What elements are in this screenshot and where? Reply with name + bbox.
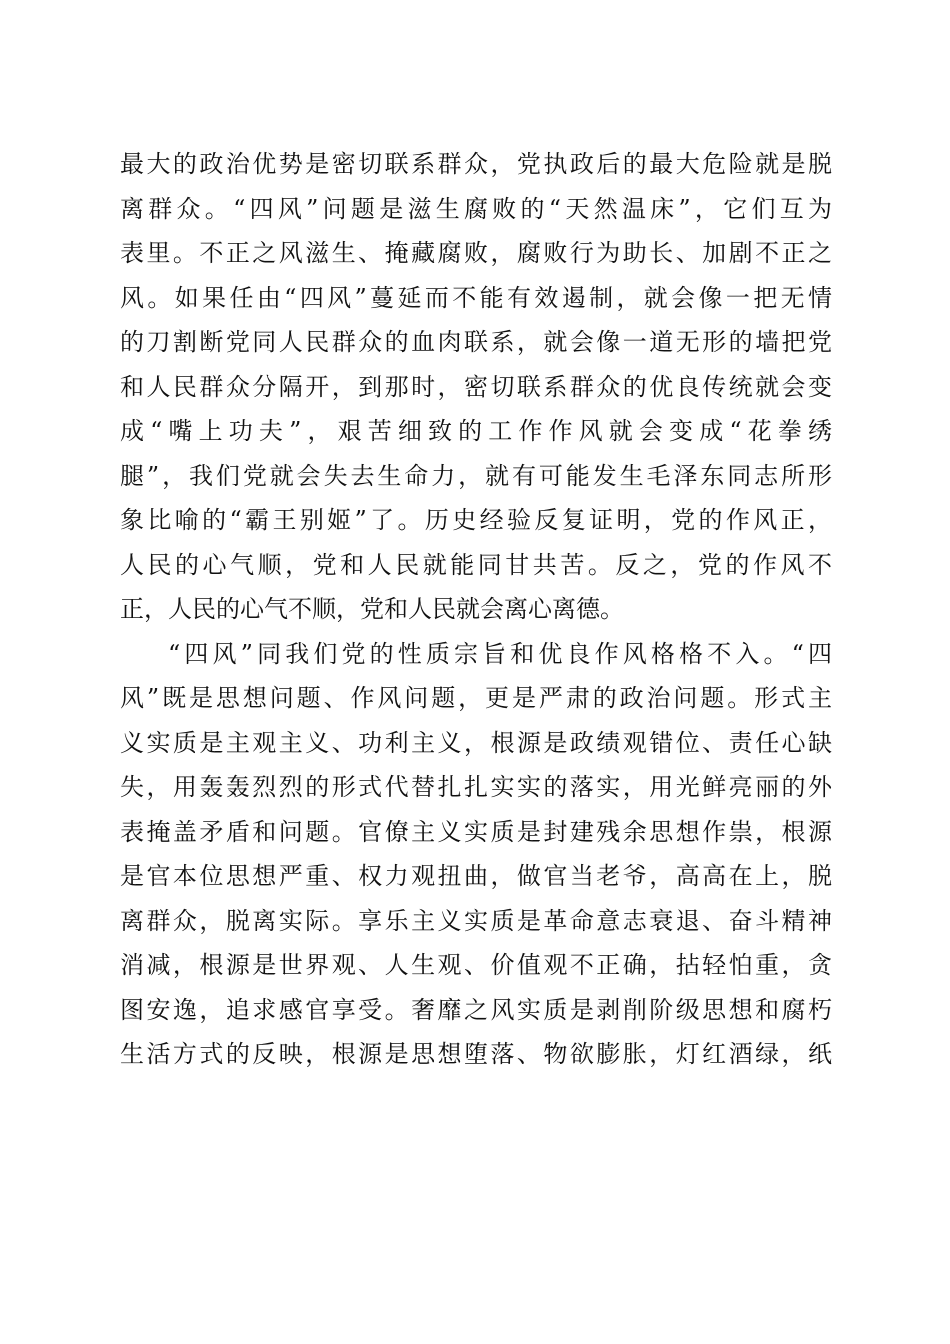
text-line: 表里。不正之风滋生、掩藏腐败，腐败行为助长、加剧不正之	[120, 239, 832, 267]
text-line: 图安逸，追求感官享受。奢靡之风实质是剥削阶级思想和腐朽	[120, 995, 832, 1024]
text-line: 腿”，我们党就会失去生命力，就有可能发生毛泽东同志所形	[120, 461, 832, 490]
text-line: 生活方式的反映，根源是思想堕落、物欲膨胀，灯红酒绿，纸	[120, 1040, 832, 1068]
text-line: 义实质是主观主义、功利主义，根源是政绩观错位、责任心缺	[120, 728, 832, 757]
text-line: 正，人民的心气不顺，党和人民就会离心离德。	[120, 595, 624, 623]
text-line: 和人民群众分隔开，到那时，密切联系群众的优良传统就会变	[120, 372, 832, 401]
paragraph-2	[120, 632, 832, 1077]
text-line: 离群众，脱离实际。享乐主义实质是革命意志衰退、奋斗精神	[120, 906, 832, 935]
text-line: 表掩盖矛盾和问题。官僚主义实质是封建残余思想作祟，根源	[120, 817, 832, 846]
text-line: 人民的心气顺，党和人民就能同甘共苦。反之，党的作风不	[120, 550, 832, 579]
text-line: 离群众。“四风”问题是滋生腐败的“天然温床”，它们互为	[120, 194, 832, 223]
text-line: 是官本位思想严重、权力观扭曲，做官当老爷，高高在上，脱	[120, 862, 832, 890]
text-line: 失，用轰轰烈烈的形式代替扎扎实实的落实，用光鲜亮丽的外	[120, 773, 832, 801]
body-text	[120, 142, 832, 1077]
text-line: 风。如果任由“四风”蔓延而不能有效遏制，就会像一把无情	[120, 283, 832, 312]
text-line: “四风”同我们党的性质宗旨和优良作风格格不入。“四	[168, 639, 832, 668]
text-line: 的刀割断党同人民群众的血肉联系，就会像一道无形的墙把党	[120, 328, 832, 356]
text-line: 象比喻的“霸王别姬”了。历史经验反复证明，党的作风正，	[120, 506, 832, 534]
text-line: 成“嘴上功夫”，艰苦细致的工作作风就会变成“花拳绣	[120, 417, 832, 445]
paragraph-1	[120, 142, 832, 632]
text-line: 最大的政治优势是密切联系群众，党执政后的最大危险就是脱	[120, 150, 832, 178]
text-line: 消减，根源是世界观、人生观、价值观不正确，拈轻怕重，贪	[120, 951, 832, 979]
text-line: 风”既是思想问题、作风问题，更是严肃的政治问题。形式主	[120, 684, 832, 712]
